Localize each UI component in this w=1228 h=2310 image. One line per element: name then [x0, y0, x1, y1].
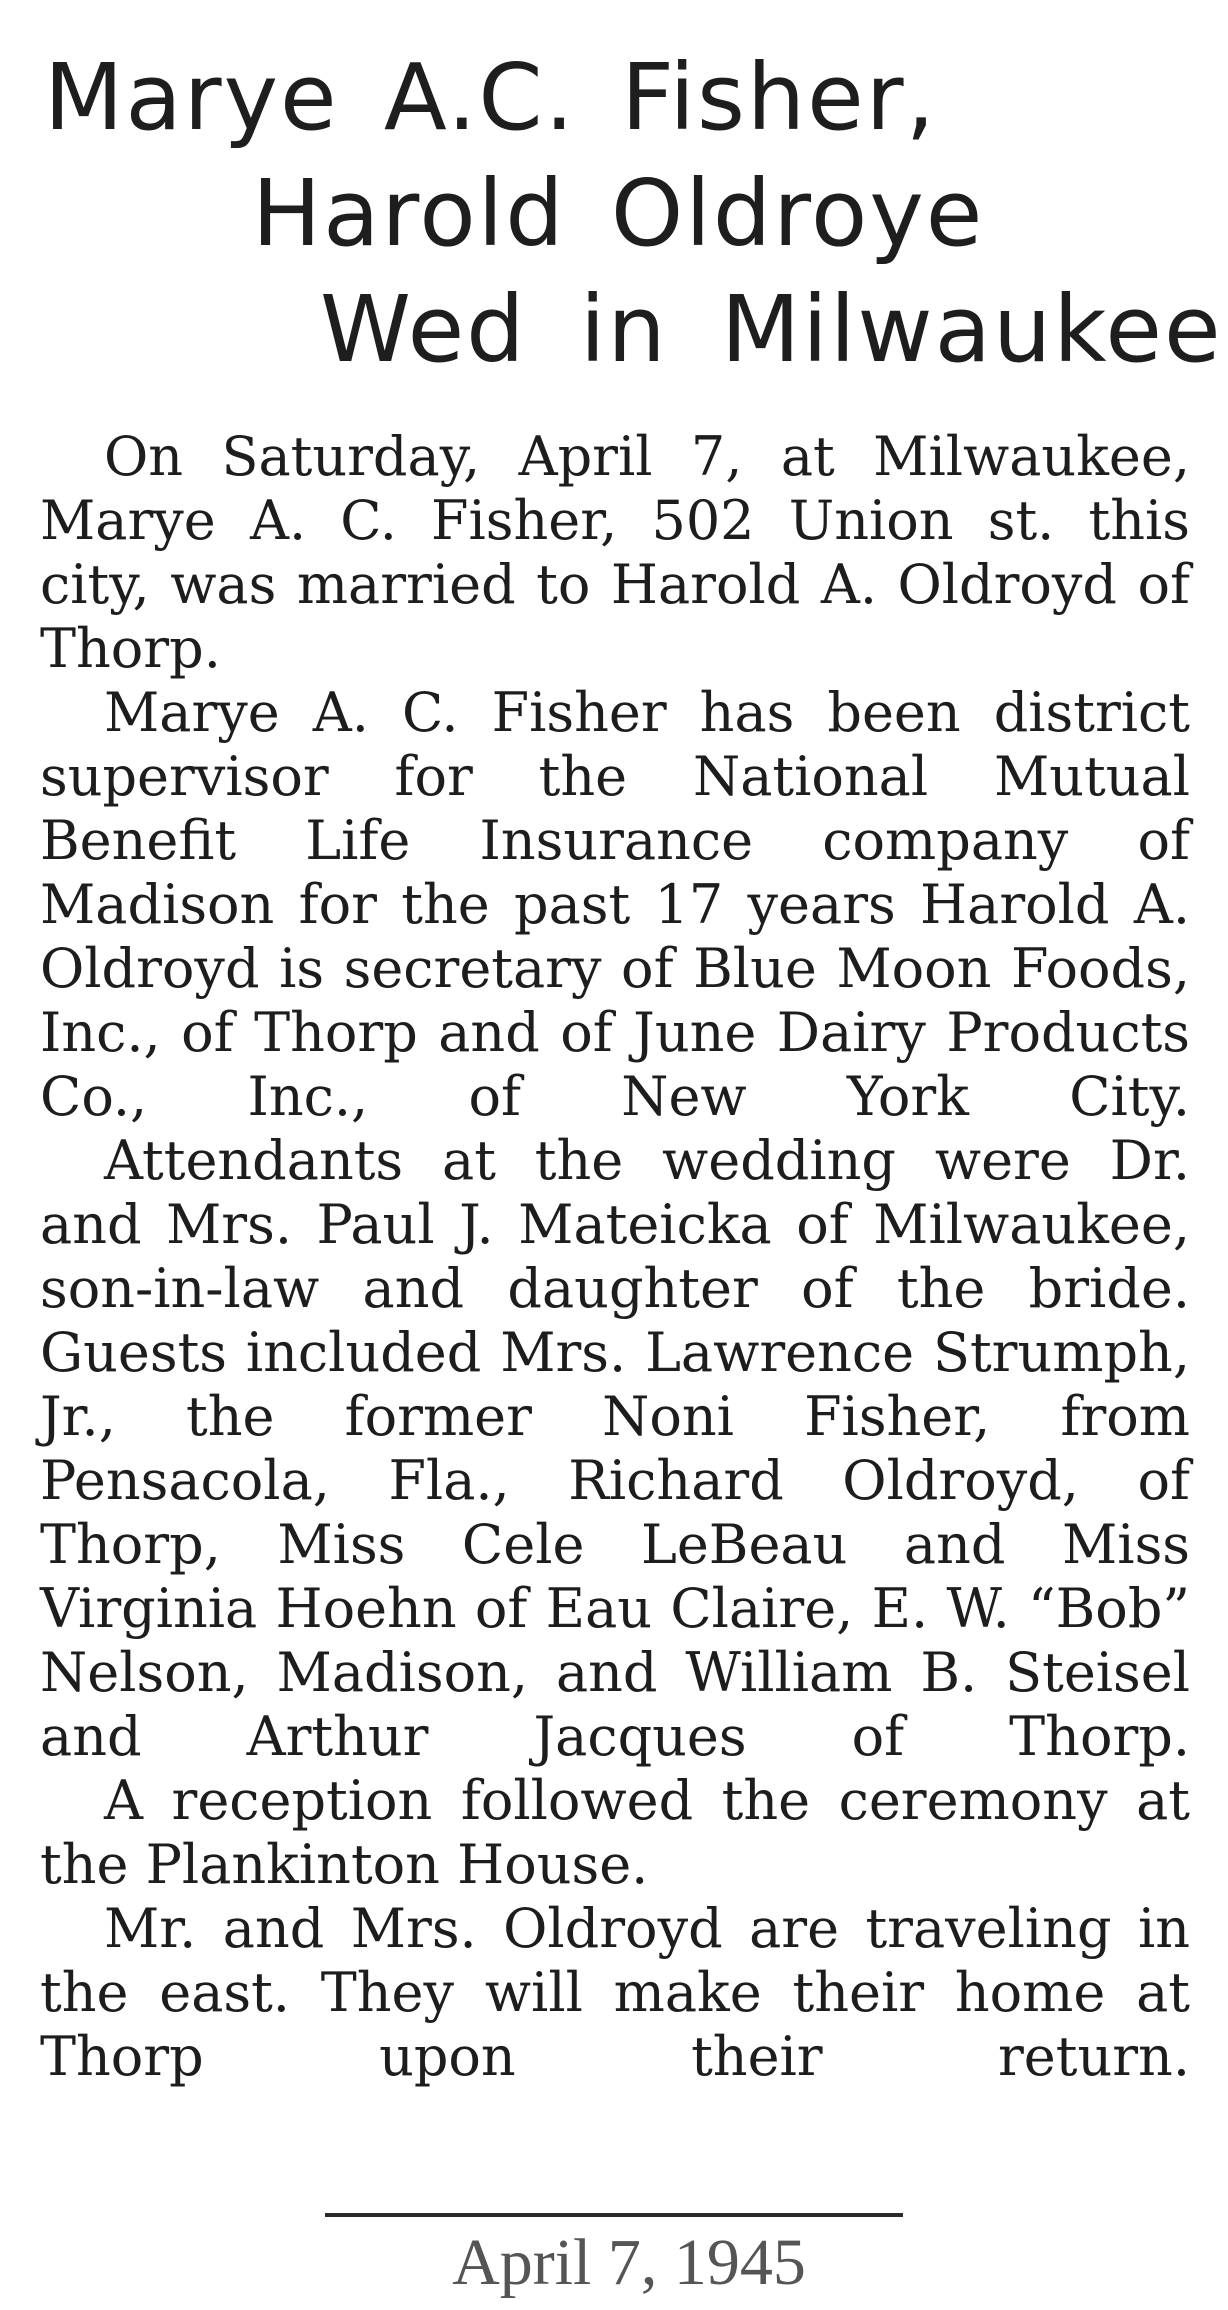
paragraph-reception: A reception followed the ceremony at the Plankinton House.: [40, 1769, 1190, 1896]
paragraph-attendants: Attendants at the wedding were Dr. and Mrs. Paul J. Mateicka of Milwaukee, son-in-law and daughter of the bride. Guests included Mrs. Lawrence Strumph, Jr., the former Noni Fisher, from Pensacola, Fla., Richard Oldroyd, of Thorp, Miss Cele LeBeau and Miss Virginia Hoehn of Eau Claire, E. W. “Bob” Nelson, Madison, and William B. Steisel and Arthur Jacques of Thorp.: [40, 1129, 1190, 1768]
headline-line-3: Wed in Milwaukee: [320, 276, 1223, 383]
divider-rule: [325, 2213, 903, 2217]
paragraph-travel: Mr. and Mrs. Oldroyd are traveling in the east. They will make their home at Thorp upon their return.: [40, 1897, 1190, 2088]
article-body: [40, 425, 1190, 2089]
paragraph-wedding: On Saturday, April 7, at Milwaukee, Marye A. C. Fisher, 502 Union st. this city, was married to Harold A. Oldroyd of Thorp.: [40, 425, 1190, 680]
clipping-date: April 7, 1945: [452, 2226, 806, 2299]
headline-line-1: Marye A.C. Fisher,: [44, 44, 937, 151]
paragraph-occupations: Marye A. C. Fisher has been district supervisor for the National Mutual Benefit Life Insurance company of Madison for the past 17 years Harold A. Oldroyd is secretary of Blue Moon Foods, Inc., of Thorp and of June Dairy Products Co., Inc., of New York City.: [40, 681, 1190, 1128]
headline-line-2: Harold Oldroye: [252, 160, 985, 267]
